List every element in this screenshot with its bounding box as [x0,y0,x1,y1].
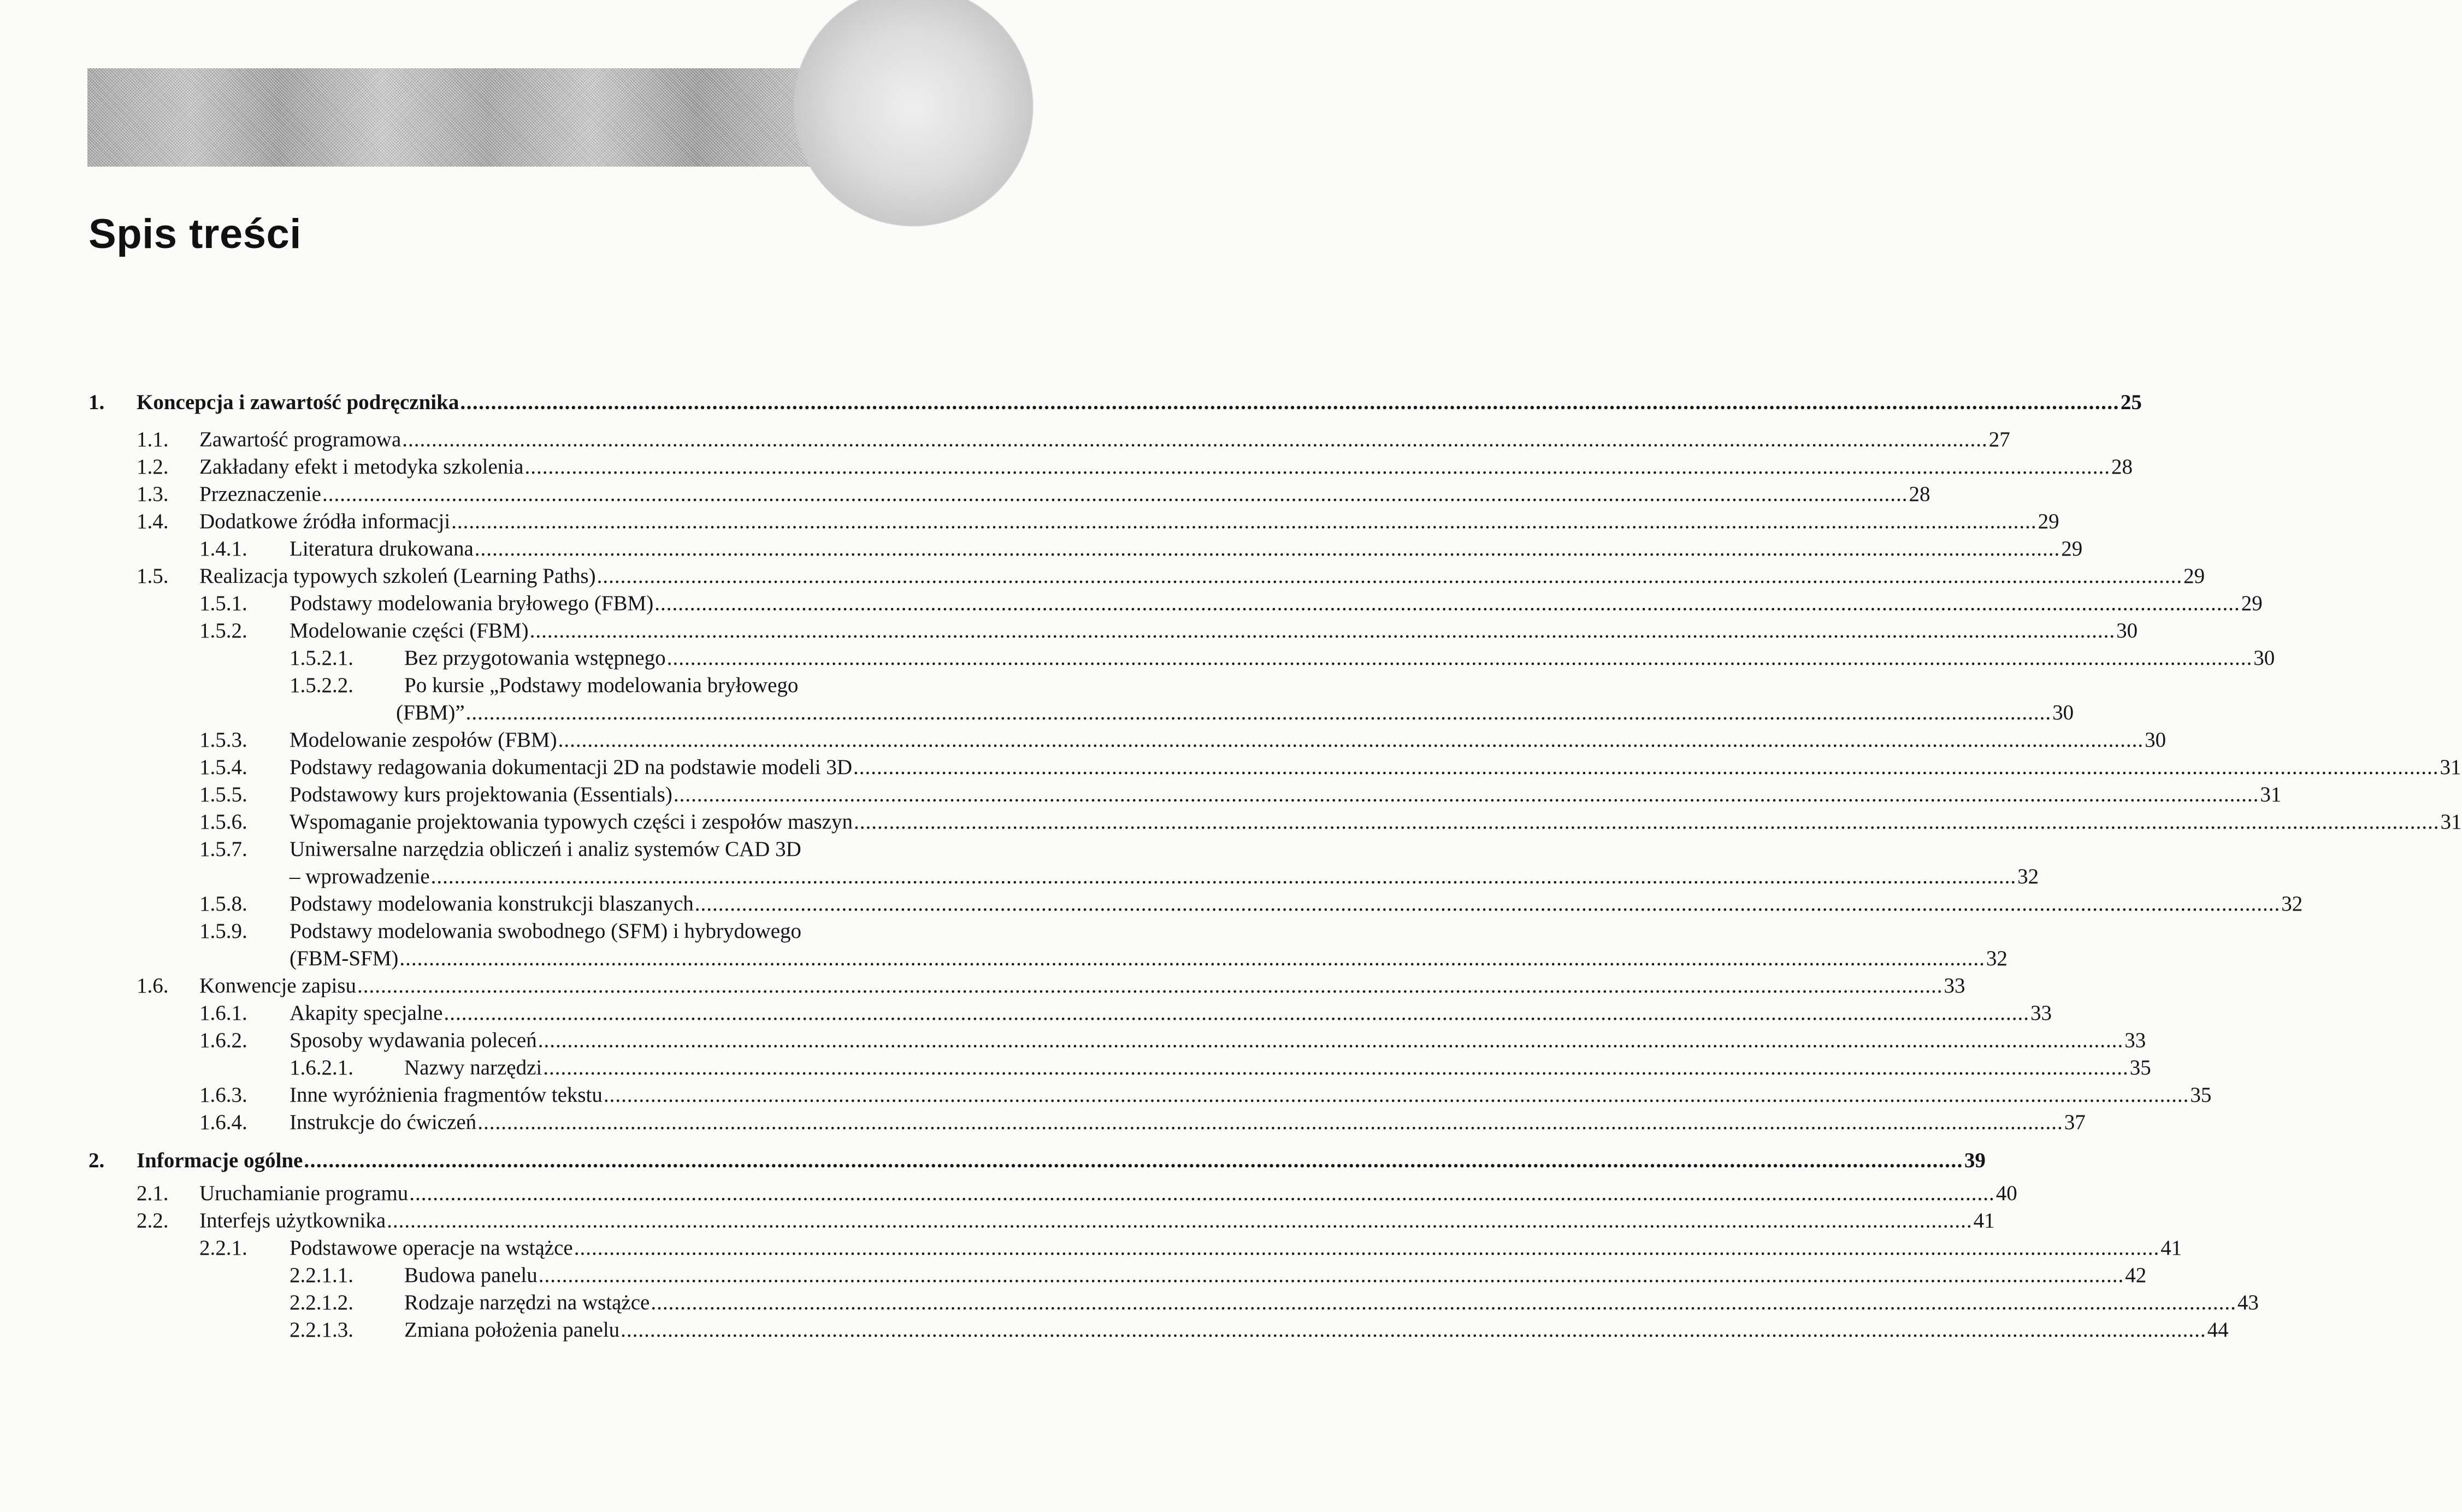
toc-page: 39 [1964,1149,1986,1172]
toc-entry [0,781,2282,808]
toc-title: Podstawy modelowania bryłowego (FBM) [290,592,654,615]
toc-leader: .............................................................................................................................................................................................................................................................................. [524,455,2110,479]
toc-page: 25 [2120,391,2142,414]
toc-leader: .............................................................................................................................................................................................................................................................................. [430,865,2017,888]
toc-leader: .............................................................................................................................................................................................................................................................................. [651,1291,2236,1314]
toc-leader: .............................................................................................................................................................................................................................................................................. [574,1236,2160,1260]
toc-number: 1.6. [137,974,169,997]
toc-title: Modelowanie zespołów (FBM) [290,728,557,752]
toc-title: Literatura drukowana [290,537,474,560]
toc-entry [0,617,2138,645]
toc-title: Dodatkowe źródła informacji [199,510,451,533]
toc-leader: .............................................................................................................................................................................................................................................................................. [402,428,1988,451]
toc-title: Akapity specjalne [290,1001,443,1025]
toc-leader: .............................................................................................................................................................................................................................................................................. [558,728,2144,752]
toc-entry [0,890,2303,918]
toc-title: Podstawy modelowania konstrukcji blaszanych [290,892,694,916]
toc-leader: .............................................................................................................................................................................................................................................................................. [477,1111,2063,1134]
toc-page: 30 [2116,619,2138,642]
toc-chapter [0,389,2142,416]
toc-page: 28 [2111,455,2133,479]
toc-entry [0,563,2205,590]
toc-title: Podstawy redagowania dokumentacji 2D na podstawie modeli 3D [290,755,853,779]
page-title: Spis treści [88,211,302,257]
toc-title: Uruchamianie programu [199,1182,409,1205]
toc-entry [0,426,2010,453]
toc-title: Konwencje zapisu [199,974,356,997]
toc-number: 2.2.1.3. [290,1318,353,1342]
toc-leader: .............................................................................................................................................................................................................................................................................. [474,537,2060,560]
toc-entry [0,727,2166,754]
toc-page: 32 [2281,892,2303,916]
toc-number: 2. [88,1149,105,1172]
toc-title: Inne wyróżnienia fragmentów tekstu [290,1083,603,1107]
toc-title: Przeznaczenie [199,482,321,506]
toc-entry [0,1180,2017,1207]
toc-page: 32 [1986,947,2008,970]
toc-entry [0,1289,2259,1316]
toc-title-first-line: Po kursie „Podstawy modelowania bryłowego [404,674,799,697]
toc-page: 33 [2030,1001,2052,1025]
toc-leader: .............................................................................................................................................................................................................................................................................. [304,1149,1963,1172]
toc-number: 2.2. [137,1209,169,1232]
toc-number: 1.5. [137,564,169,588]
toc-page: 35 [2190,1083,2212,1107]
toc-leader: .............................................................................................................................................................................................................................................................................. [621,1318,2206,1342]
toc-page: 31 [2440,810,2462,834]
toc-entry [0,1207,1995,1235]
toc-title: Podstawowe operacje na wstążce [290,1236,573,1260]
toc-number: 1.5.1. [199,592,247,615]
toc-leader: .............................................................................................................................................................................................................................................................................. [538,1029,2124,1052]
toc-leader: .............................................................................................................................................................................................................................................................................. [409,1182,1995,1205]
toc-title: Budowa panelu [404,1263,538,1287]
toc-entry [0,645,2275,672]
toc-number: 1.5.7. [199,837,247,861]
toc-page: 37 [2064,1111,2086,1134]
toc-title: (FBM)” [396,701,465,724]
toc-entry [0,1262,2147,1289]
toc-number: 1.6.1. [199,1001,247,1025]
toc-title: Instrukcje do ćwiczeń [290,1111,477,1134]
toc-number: 1.5.4. [199,755,247,779]
toc-number: 1.4. [137,510,169,533]
toc-leader: .............................................................................................................................................................................................................................................................................. [322,482,1908,506]
toc-leader: .............................................................................................................................................................................................................................................................................. [666,646,2253,670]
toc-number: 1.5.2. [199,619,247,642]
toc-entry [0,1027,2146,1054]
toc-number: 1.5.3. [199,728,247,752]
toc-leader: .............................................................................................................................................................................................................................................................................. [673,783,2259,806]
toc-title: Informacje ogólne [137,1149,303,1172]
toc-number: 2.2.1.1. [290,1263,353,1287]
toc-leader: .............................................................................................................................................................................................................................................................................. [603,1083,2189,1107]
toc-entry [0,1235,2182,1262]
toc-number: 1.5.8. [199,892,247,916]
toc-number: 1.6.2. [199,1029,247,1052]
toc-number: 1.6.4. [199,1111,247,1134]
toc-entry [0,453,2133,481]
toc-page: 31 [2260,783,2282,806]
toc-entry [0,1000,2052,1027]
toc-chapter [0,1147,1986,1174]
toc-page: 29 [2241,592,2263,615]
toc-number: 1.3. [137,482,169,506]
toc-title: – wprowadzenie [290,865,430,888]
toc-title: (FBM-SFM) [290,947,399,970]
toc-entry [0,754,2461,781]
toc-number: 1.5.9. [199,919,247,943]
toc-page: 42 [2125,1263,2147,1287]
toc-page: 43 [2237,1291,2259,1314]
toc-title: Zmiana położenia panelu [404,1318,620,1342]
toc-title: Bez przygotowania wstępnego [404,646,666,670]
toc-page: 32 [2017,865,2039,888]
toc-page: 30 [2145,728,2166,752]
toc-title: Wspomaganie projektowania typowych części i zespołów maszyn [290,810,853,834]
toc-entry [0,1054,2151,1082]
toc-leader: .............................................................................................................................................................................................................................................................................. [460,391,2119,414]
toc-entry [0,837,2039,890]
toc-page: 44 [2207,1318,2229,1342]
toc-leader: .............................................................................................................................................................................................................................................................................. [444,1001,2029,1025]
toc-page: 27 [1988,428,2010,451]
toc-entry [0,590,2263,617]
toc-leader: .............................................................................................................................................................................................................................................................................. [854,810,2440,834]
toc-entry [0,535,2083,563]
toc-number: 1.6.2.1. [290,1056,353,1079]
banner-decoration [793,0,1034,227]
toc-number: 1.2. [137,455,169,479]
toc-title: Koncepcja i zawartość podręcznika [137,391,459,414]
toc-title: Zakładany efekt i metodyka szkolenia [199,455,524,479]
toc-leader: .............................................................................................................................................................................................................................................................................. [399,947,1985,970]
toc-entry [0,972,1965,1000]
toc-leader: .............................................................................................................................................................................................................................................................................. [465,701,2052,724]
toc-number: 1.1. [137,428,169,451]
toc-entry [0,1109,2086,1136]
toc-number: 1. [88,391,105,414]
toc-title: Nazwy narzędzi [404,1056,542,1079]
toc-number: 1.4.1. [199,537,247,560]
toc-leader: .............................................................................................................................................................................................................................................................................. [853,755,2439,779]
toc-page: 33 [1944,974,1965,997]
toc-title: Rodzaje narzędzi na wstążce [404,1291,650,1314]
toc-page: 31 [2440,755,2461,779]
toc-page: 41 [1973,1209,1995,1232]
toc-leader: .............................................................................................................................................................................................................................................................................. [357,974,1943,997]
toc-entry [0,919,2008,972]
toc-page: 30 [2052,701,2074,724]
toc-number: 2.1. [137,1182,169,1205]
toc-leader: .............................................................................................................................................................................................................................................................................. [543,1056,2129,1079]
toc-number: 1.6.3. [199,1083,247,1107]
toc-title-first-line: Uniwersalne narzędzia obliczeń i analiz systemów CAD 3D [290,837,801,861]
toc-title: Sposoby wydawania poleceń [290,1029,537,1052]
toc-entry [0,1316,2229,1344]
toc-number: 1.5.6. [199,810,247,834]
toc-title: Realizacja typowych szkoleń (Learning Paths) [199,564,596,588]
toc-number: 1.5.5. [199,783,247,806]
toc-page: 33 [2124,1029,2146,1052]
toc-leader: .............................................................................................................................................................................................................................................................................. [451,510,2037,533]
toc-title: Zawartość programowa [199,428,402,451]
toc-leader: .............................................................................................................................................................................................................................................................................. [538,1263,2124,1287]
toc-page: 30 [2253,646,2275,670]
toc-leader: .............................................................................................................................................................................................................................................................................. [529,619,2116,642]
toc-page: 40 [1995,1182,2017,1205]
toc-entry [0,481,1930,508]
toc-number: 1.5.2.2. [290,674,353,697]
toc-leader: .............................................................................................................................................................................................................................................................................. [694,892,2281,916]
toc-title: Podstawowy kurs projektowania (Essentials) [290,783,672,806]
toc-number: 2.2.1.2. [290,1291,353,1314]
toc-page: 35 [2129,1056,2151,1079]
toc-page: 41 [2160,1236,2182,1260]
toc-number: 2.2.1. [199,1236,247,1260]
toc-page: 29 [2183,564,2205,588]
toc-title: Interfejs użytkownika [199,1209,386,1232]
toc-page: 28 [1909,482,1930,506]
toc-leader: .............................................................................................................................................................................................................................................................................. [597,564,2183,588]
toc-entry [0,674,2074,727]
toc-page: 29 [2038,510,2059,533]
toc-leader: .............................................................................................................................................................................................................................................................................. [387,1209,1973,1232]
toc-page: 29 [2061,537,2083,560]
toc-title: Modelowanie części (FBM) [290,619,529,642]
header-banner [87,68,957,167]
toc-entry [0,1082,2212,1109]
toc-number: 1.5.2.1. [290,646,353,670]
toc-entry [0,808,2462,836]
toc-leader: .............................................................................................................................................................................................................................................................................. [654,592,2240,615]
toc-entry [0,508,2059,535]
toc-title-first-line: Podstawy modelowania swobodnego (SFM) i hybrydowego [290,919,802,943]
